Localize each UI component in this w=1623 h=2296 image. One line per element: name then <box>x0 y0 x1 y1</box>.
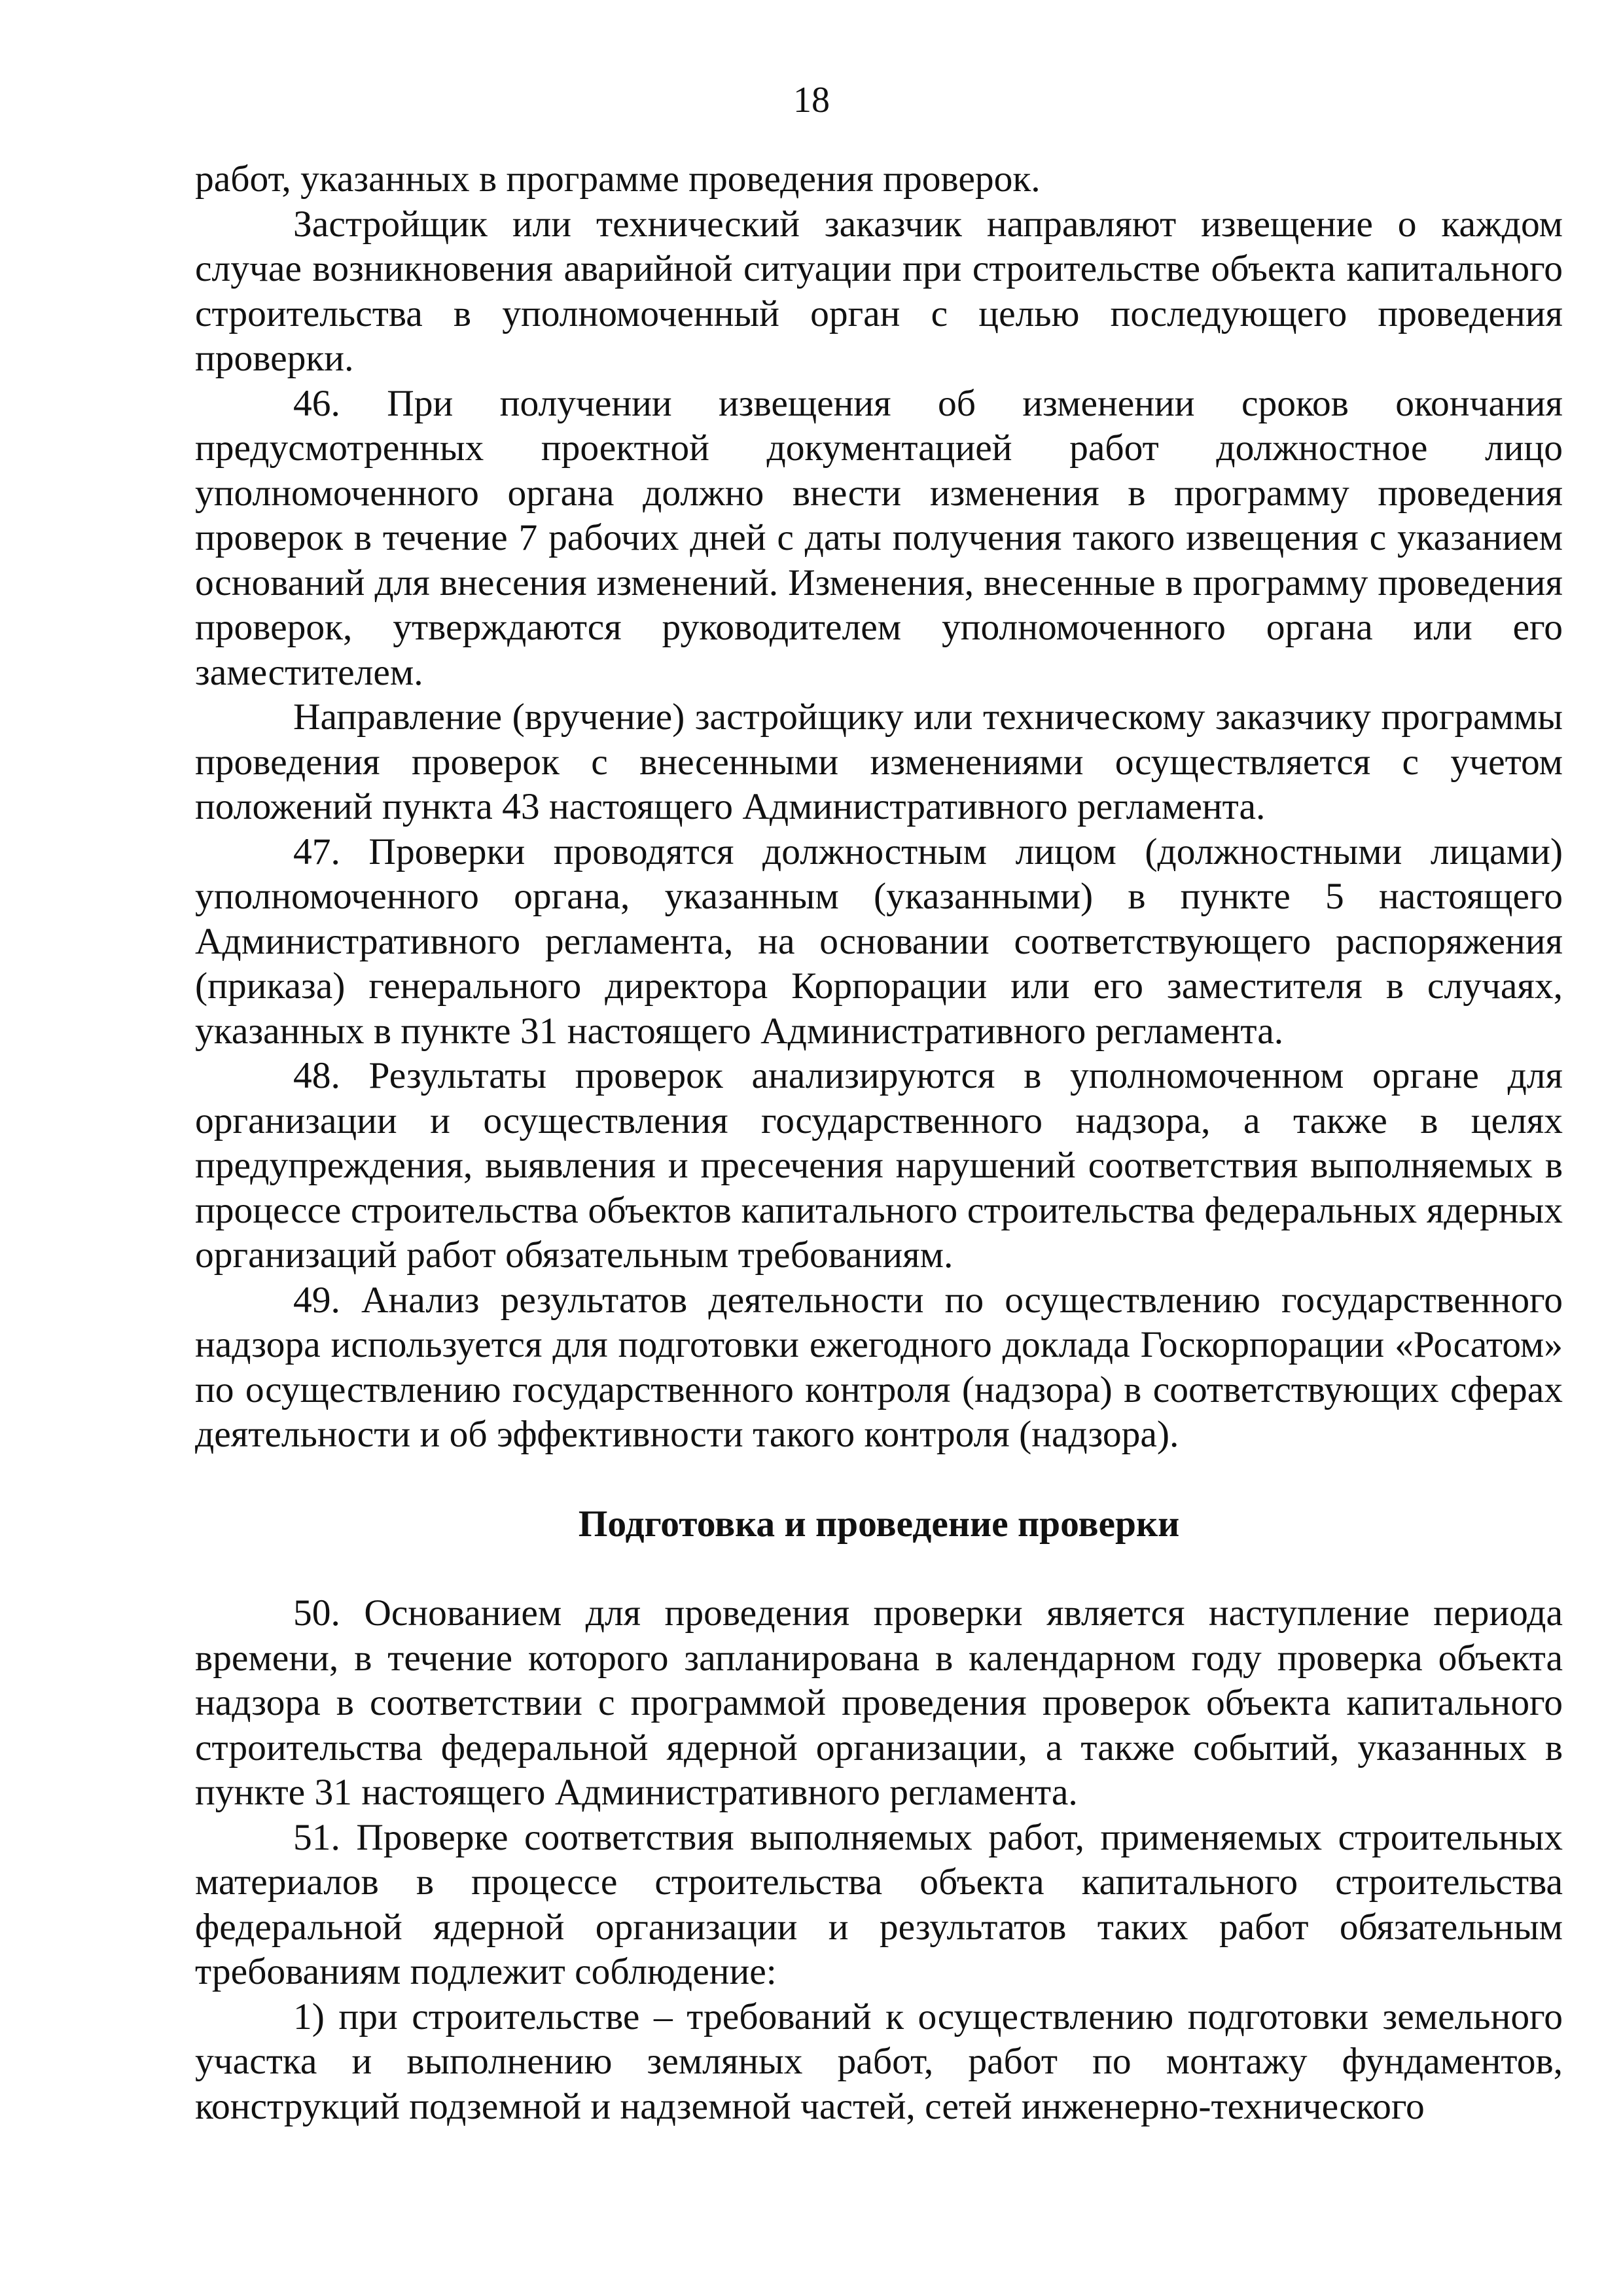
paragraph-item-46: 46. При получении извещения об изменении сроков окончания предусмотренных проектной документацией работ должностное лицо уполномоченного органа должно внести изменения в программу проведения проверок в течение 7 рабочих дней с даты получения такого извещения с указанием оснований для внесения изменений. Изменения, внесенные в программу проведения проверок, утверждаются руководителем уполномоченного органа или его заместителем. <box>195 382 1563 693</box>
paragraph-item-50: 50. Основанием для проведения проверки является наступление периода времени, в течение которого запланирована в календарном году проверка объекта надзора в соответствии с программой проведения проверок объекта капитального строительства федеральной ядерной организации, а также событий, указанных в пункте 31 настоящего Административного регламента. <box>195 1592 1563 1813</box>
paragraph: Застройщик или технический заказчик направляют извещение о каждом случае возникновения аварийной ситуации при строительстве объекта капитального строительства в уполномоченный орган с целью последующего проведения проверки. <box>195 203 1563 379</box>
paragraph-subitem-1: 1) при строительстве – требований к осуществлению подготовки земельного участка и выполнению земляных работ, работ по монтажу фундаментов, конструкций подземной и надземной частей, сетей инженерно-технического <box>195 1996 1563 2127</box>
page-number: 18 <box>793 80 830 120</box>
document-body <box>195 157 1563 2129</box>
paragraph-item-47: 47. Проверки проводятся должностным лицом (должностными лицами) уполномоченного органа, указанным (указанными) в пункте 5 настоящего Административного регламента, на основании соответствующего распоряжения (приказа) генерального директора Корпорации или его заместителя в случаях, указанных в пункте 31 настоящего Административного регламента. <box>195 831 1563 1052</box>
paragraph-item-48: 48. Результаты проверок анализируются в уполномоченном органе для организации и осуществления государственного надзора, а также в целях предупреждения, выявления и пресечения нарушений соответствия выполняемых в процессе строительства объектов капитального строительства федеральных ядерных организаций работ обязательным требованиям. <box>195 1055 1563 1276</box>
paragraph: работ, указанных в программе проведения проверок. <box>195 158 1041 200</box>
paragraph-item-51: 51. Проверке соответствия выполняемых работ, применяемых строительных материалов в процессе строительства объекта капитального строительства федеральной ядерной организации и результатов таких работ обязательным требованиям подлежит соблюдение: <box>195 1816 1563 1992</box>
paragraph: Направление (вручение) застройщику или техническому заказчику программы проведения проверок с внесенными изменениями осуществляется с учетом положений пункта 43 настоящего Административного регламента. <box>195 696 1563 827</box>
paragraph-item-49: 49. Анализ результатов деятельности по осуществлению государственного надзора используется для подготовки ежегодного доклада Госкорпорации «Росатом» по осуществлению государственного контроля (надзора) в соответствующих сферах деятельности и об эффективности такого контроля (надзора). <box>195 1279 1563 1455</box>
section-heading: Подготовка и проведение проверки <box>578 1503 1180 1545</box>
